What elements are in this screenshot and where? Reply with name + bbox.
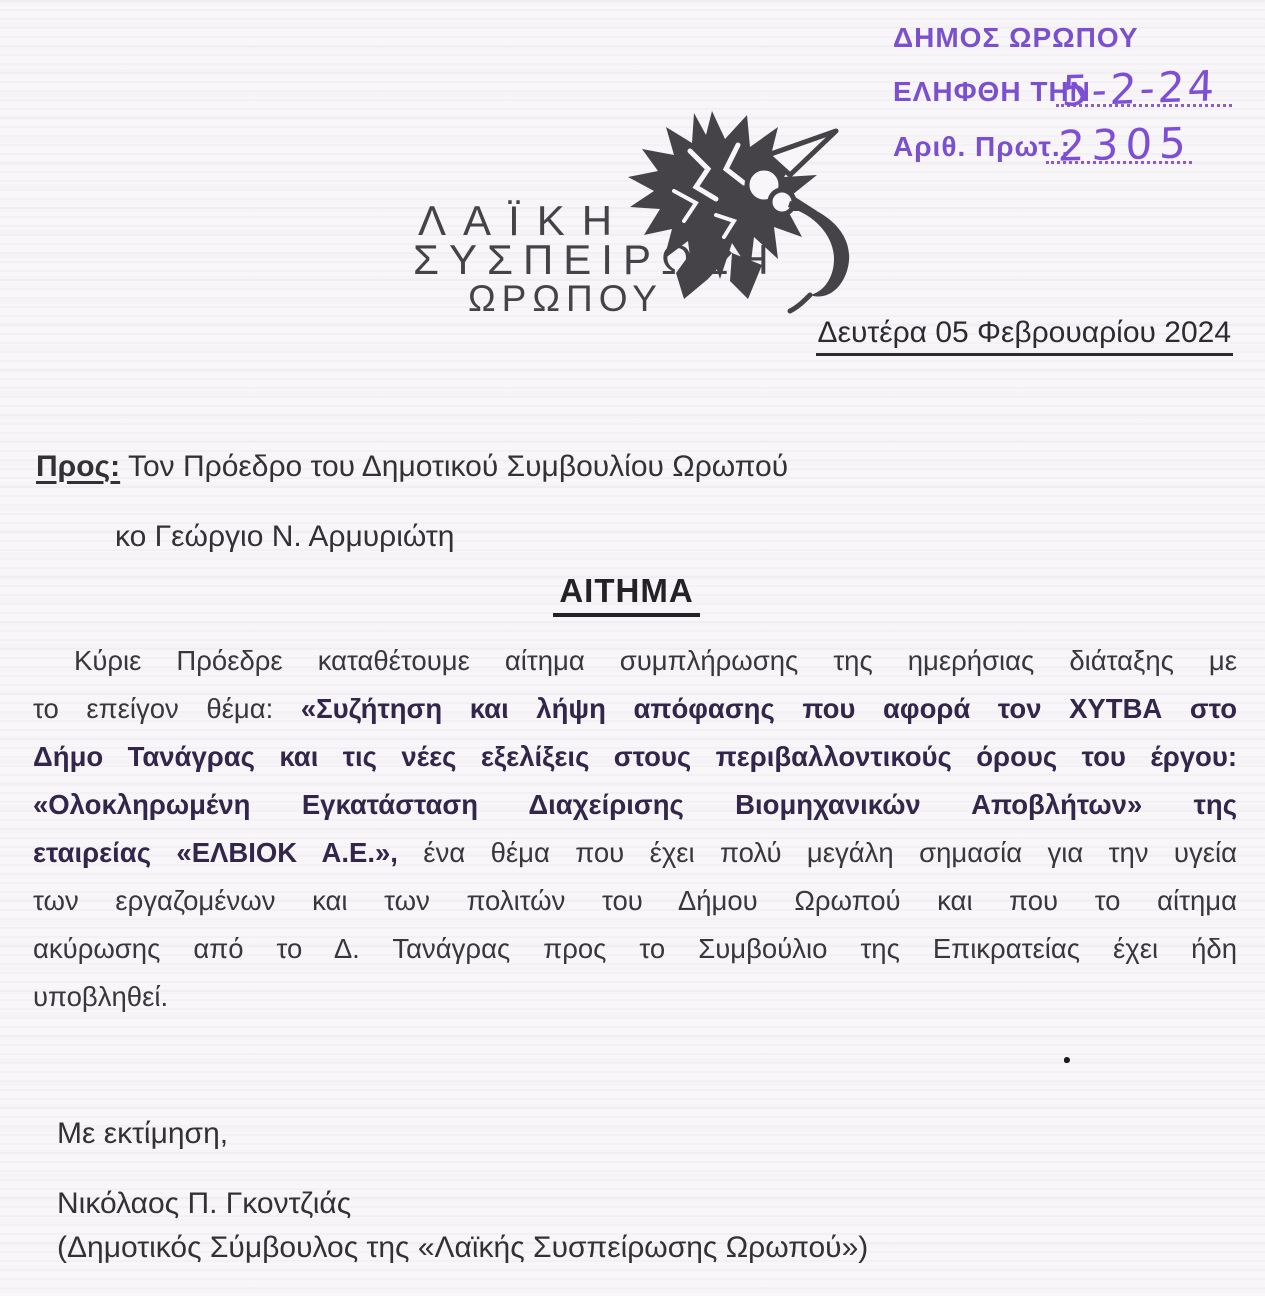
- logo-wordmark-line2: ΣΥΣΠΕΙΡΩΣΗ: [413, 236, 779, 283]
- letter-body: [33, 637, 1237, 1021]
- signer-name: Νικόλαος Π. Γκοντζιάς: [57, 1187, 352, 1220]
- stamp-received-label: ΕΛΗΦΘΗ ΤΗΝ: [893, 76, 1091, 107]
- scan-speck: [1064, 1057, 1070, 1063]
- body-line: Κύριε Πρόεδρε καταθέτουμε αίτημα συμπλήρωσης της ημερήσιας διάταξης με: [74, 645, 1237, 676]
- stamp-protocol-label: Αριθ. Πρωτ.:: [893, 131, 1072, 162]
- closing-block: [57, 1114, 868, 1268]
- recipient-line-2: κο Γεώργιο Ν. Αρμυριώτη: [115, 520, 455, 553]
- body-line: Δήμο Τανάγρας και τις νέες εξελίξεις στους περιβαλλοντικούς όρους του έργου:: [33, 741, 1237, 772]
- stamp-received-date-handwritten: 5-2-24: [1061, 61, 1219, 116]
- body-line: των εργαζομένων και των πολιτών του Δήμου Ωρωπού και που το αίτημα: [33, 885, 1237, 916]
- logo-wordmark-line1: ΛΑΪΚΗ: [418, 197, 630, 244]
- letter-date: Δευτέρα 05 Φεβρουαρίου 2024: [816, 316, 1233, 356]
- body-line: υποβληθεί.: [33, 981, 169, 1012]
- body-line: το επείγον θέμα: «Συζήτηση και λήψη απόφασης που αφορά τον ΧΥΤΒΑ στο: [33, 693, 1237, 724]
- closing-salutation: Με εκτίμηση,: [57, 1117, 229, 1150]
- logo-wordmark-line3: ΩΡΩΠΟΥ: [468, 278, 663, 319]
- body-line: «Ολοκληρωμένη Εγκατάσταση Διαχείρισης Βιομηχανικών Αποβλήτων» της: [33, 789, 1237, 820]
- body-line: ακύρωσης από το Δ. Τανάγρας προς το Συμβούλιο της Επικρατείας έχει ήδη: [33, 933, 1237, 964]
- letter-title-row: [0, 572, 1265, 617]
- stamp-municipality-name: ΔΗΜΟΣ ΩΡΩΠΟΥ: [893, 22, 1139, 53]
- recipient-title-text: Τον Πρόεδρο του Δημοτικού Συμβουλίου Ωρωπού: [127, 450, 789, 483]
- recipient-line-1: [36, 450, 788, 484]
- letter-title: ΑΙΤΗΜΑ: [553, 572, 699, 617]
- recipient-block: [36, 450, 788, 554]
- signer-role: (Δημοτικός Σύμβουλος της «Λαϊκής Συσπείρωσης Ωρωπού»): [57, 1231, 869, 1264]
- recipient-label: Προς:: [36, 450, 121, 483]
- body-line: εταιρείας «ΕΛΒΙΟΚ Α.Ε.», ένα θέμα που έχει πολύ μεγάλη σημασία για την υγεία: [33, 837, 1237, 868]
- stamp-protocol-number-handwritten: 2305: [1057, 118, 1194, 171]
